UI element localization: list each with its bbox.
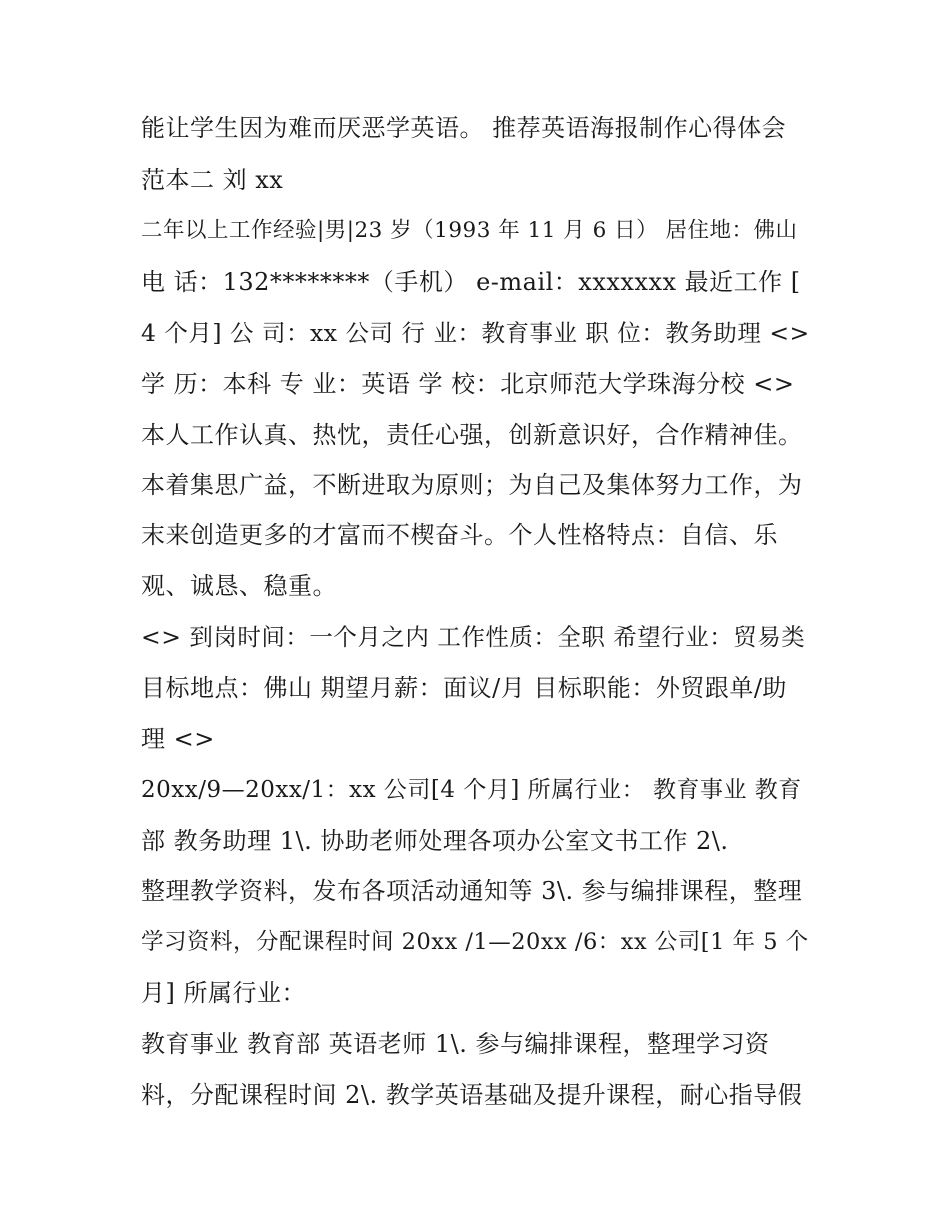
text-line: 部 教务助理 1\. 协助老师处理各项办公室文书工作 2\. <box>141 827 729 855</box>
text-line: 本着集思广益，不断进取为原则；为自己及集体努力工作，为 <box>141 471 803 499</box>
text-line: <> 到岗时间：一个月之内 工作性质：全职 希望行业：贸易类 <box>141 623 806 651</box>
text-line: 学 历：本科 专 业：英语 学 校：北京师范大学珠海分校 <> <box>141 370 795 398</box>
text-line: 电 话：132********（手机） e-mail：xxxxxxx 最近工作 [ <box>141 268 801 296</box>
text-line: 教育事业 教育部 英语老师 1\. 参与编排课程，整理学习资 <box>141 1030 770 1058</box>
text-line: 理 <> <box>141 725 215 753</box>
text-line: 能让学生因为难而厌恶学英语。 推荐英语海报制作心得体会 <box>141 114 787 142</box>
text-line: 学习资料，分配课程时间 20xx /1—20xx /6：xx 公司[1 年 5 个 <box>141 929 809 955</box>
text-line: 20xx/9—20xx/1：xx 公司[4 个月] 所属行业： 教育事业 教育 <box>141 777 802 803</box>
text-line: 观、诚恳、稳重。 <box>141 572 337 600</box>
text-line: 月] 所属行业： <box>141 979 306 1007</box>
text-line: 整理教学资料，发布各项活动通知等 3\. 参与编排课程，整理 <box>141 877 803 905</box>
text-line: 料，分配课程时间 2\. 教学英语基础及提升课程，耐心指导假 <box>141 1081 803 1109</box>
text-line: 本人工作认真、热忱，责任心强，创新意识好，合作精神佳。 <box>141 421 803 449</box>
text-line: 范本二 刘 xx <box>141 166 284 194</box>
text-line: 4 个月] 公 司：xx 公司 行 业：教育事业 职 位：教务助理 <> <box>141 319 810 347</box>
text-line: 末来创造更多的才富而不楔奋斗。个人性格特点：自信、乐 <box>141 521 778 549</box>
text-line: 目标地点：佛山 期望月薪：面议/月 目标职能：外贸跟单/助 <box>141 674 787 702</box>
text-line: 二年以上工作经验|男|23 岁（1993 年 11 月 6 日） 居住地：佛山 <box>141 218 798 243</box>
